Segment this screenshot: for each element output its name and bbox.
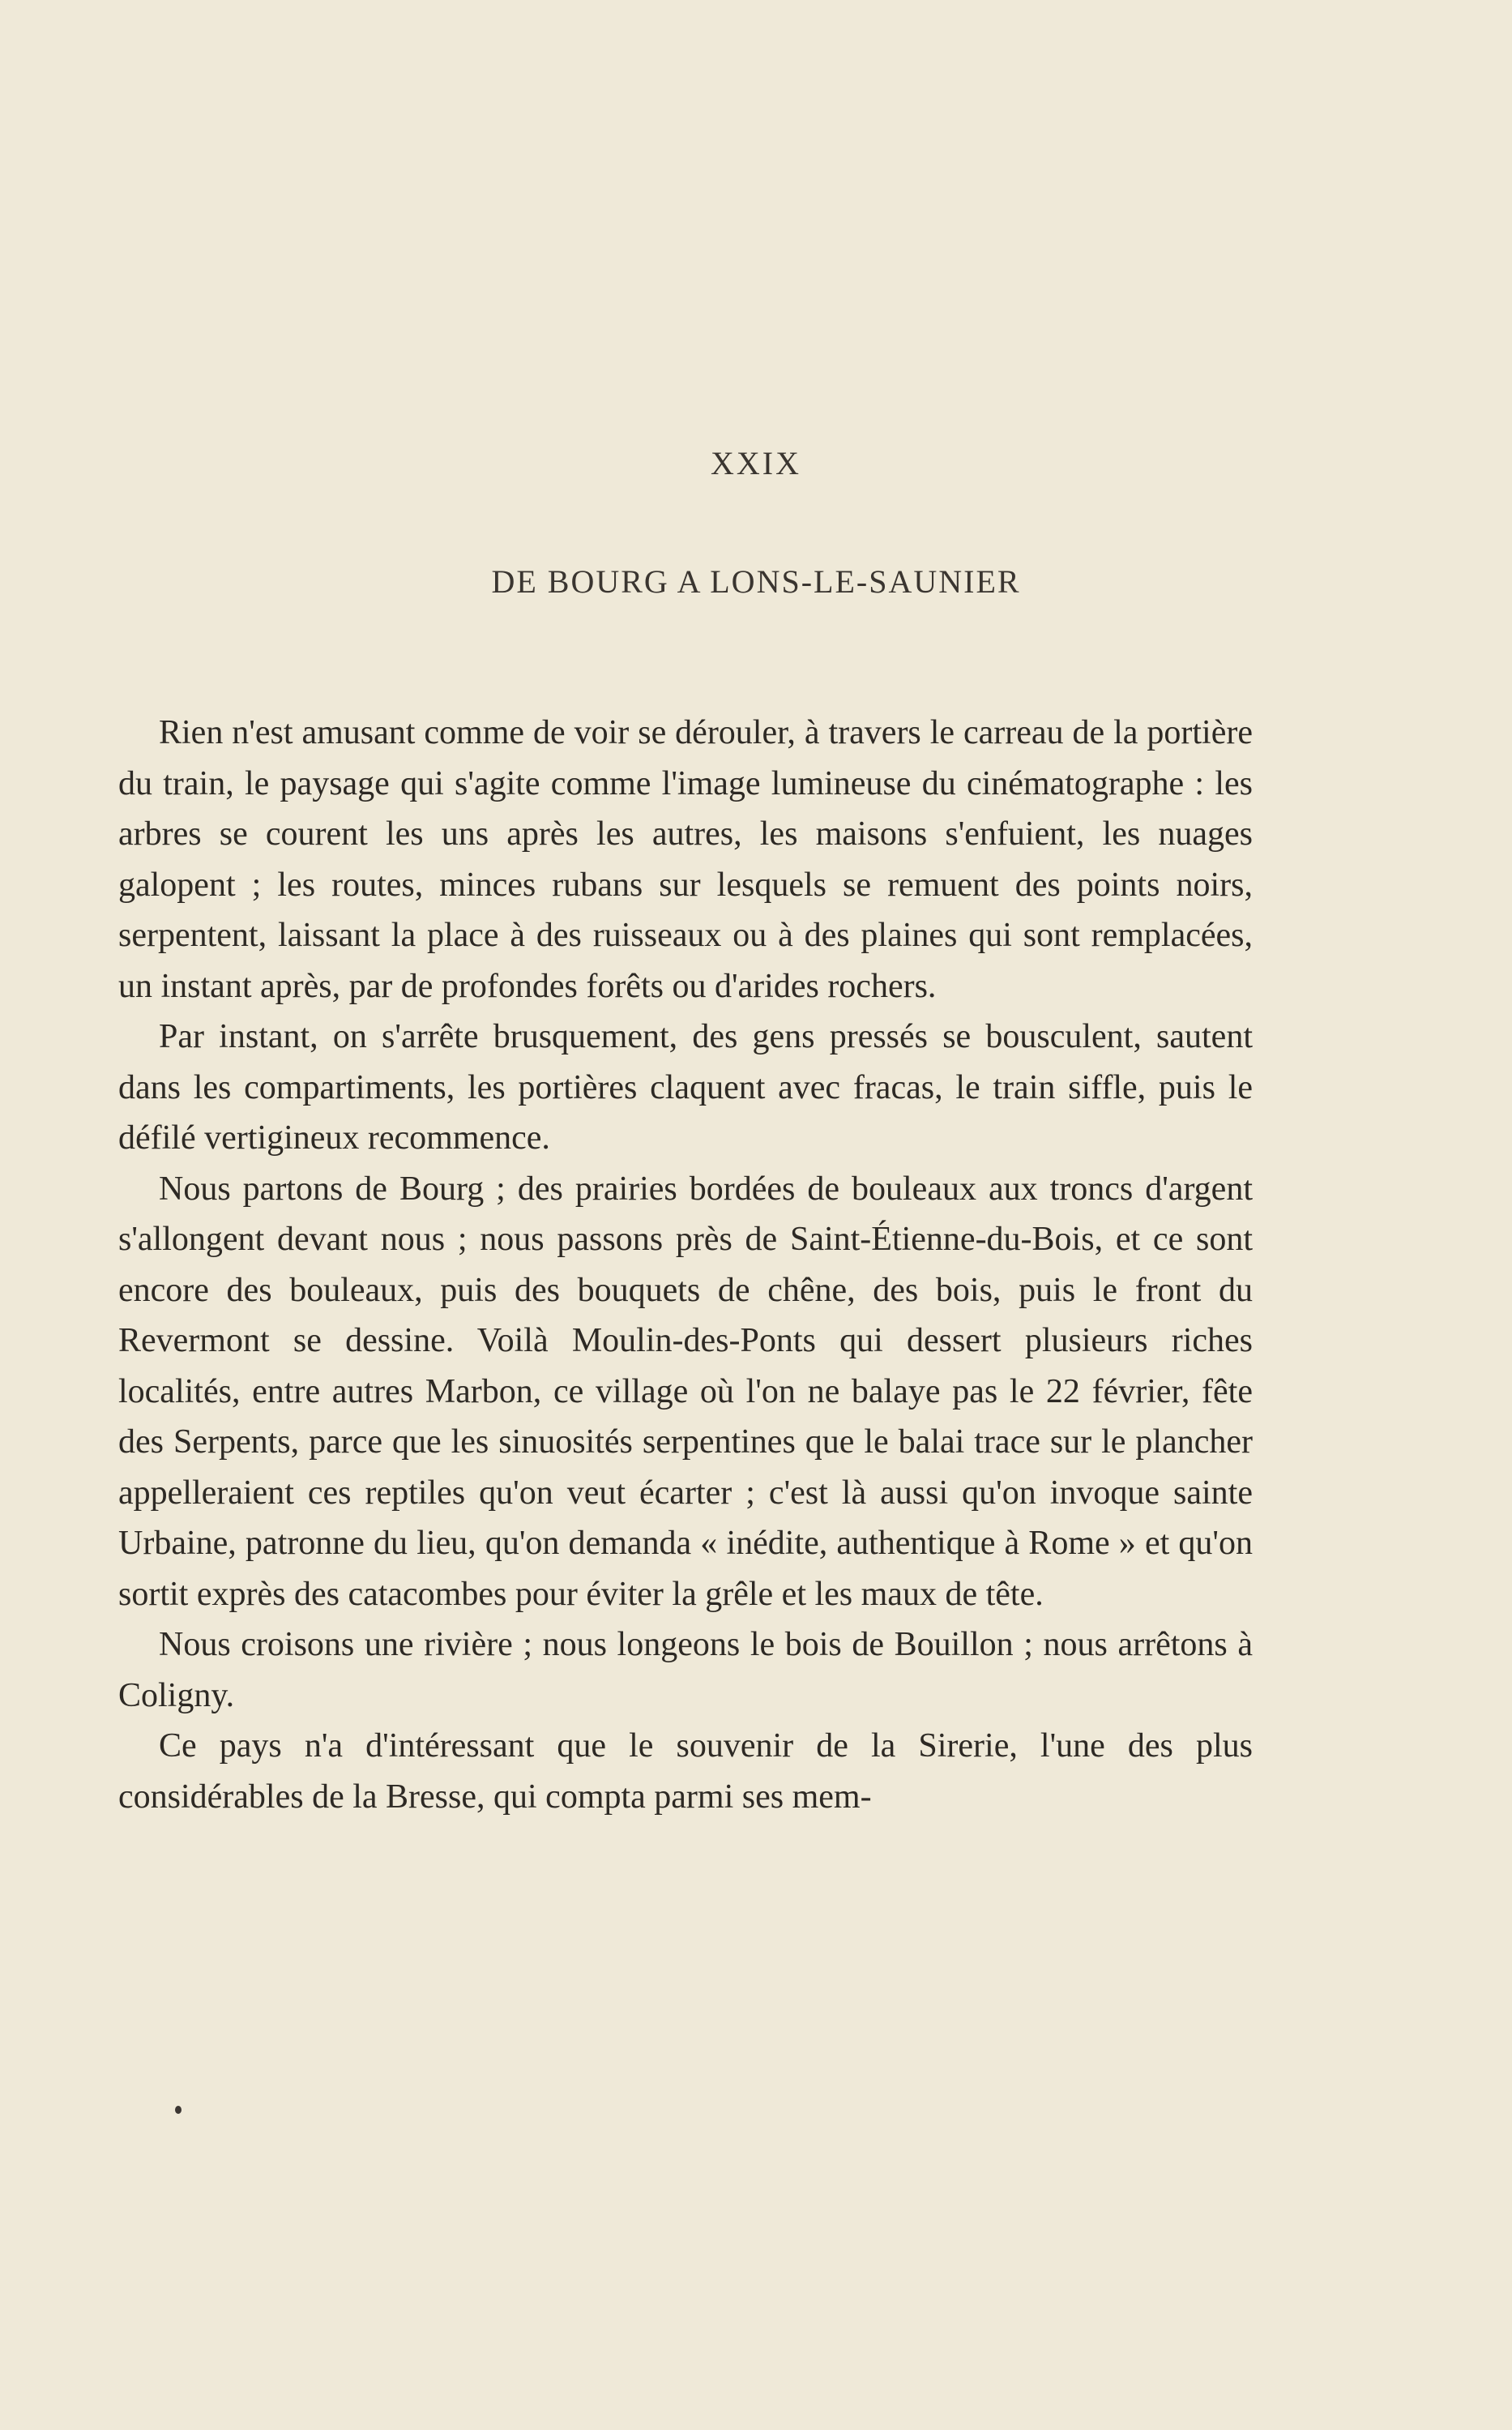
chapter-title: DE BOURG A LONS-LE-SAUNIER [491, 563, 1021, 600]
ink-speck [175, 2106, 182, 2114]
body-text [118, 708, 1253, 1822]
paragraph: Nous croisons une rivière ; nous longeons le bois de Bouillon ; nous arrêtons à Coligny. [118, 1626, 1253, 1714]
paragraph: Rien n'est amusant comme de voir se dérouler, à travers le carreau de la portière du train, le paysage qui s'agite comme l'image lumineuse du cinématographe : les arbres se courent les uns après les autres, les maisons s'enfuient, les nuages galopent ; les routes, minces rubans sur lesquels se remuent des points noirs, serpentent, laissant la place à des ruisseaux ou à des plaines qui sont remplacées, un instant après, par de profondes forêts ou d'arides rochers. [118, 714, 1253, 1005]
paragraph: Nous partons de Bourg ; des prairies bordées de bouleaux aux troncs d'argent s'allongent devant nous ; nous passons près de Saint-Étienne-du-Bois, et ce sont encore des bouleaux, puis des bouquets de chêne, des bois, puis le front du Revermont se dessine. Voilà Moulin-des-Ponts qui dessert plusieurs riches localités, entre autres Marbon, ce village où l'on ne balaye pas le 22 février, fête des Serpents, parce que les sinuosités serpentines que le balai trace sur le plancher appelleraient ces reptiles qu'on veut écarter ; c'est là aussi qu'on invoque sainte Urbaine, patronne du lieu, qu'on demanda « inédite, authentique à Rome » et qu'on sortit exprès des catacombes pour éviter la grêle et les maux de tête. [118, 1170, 1253, 1613]
chapter-number: XXIX [711, 445, 801, 481]
paragraph: Par instant, on s'arrête brusquement, des gens pressés se bousculent, sautent dans les compartiments, les portières claquent avec fracas, le train siffle, puis le défilé vertigineux recommence. [118, 1018, 1253, 1157]
paragraph: Ce pays n'a d'intéressant que le souvenir de la Sirerie, l'une des plus considérables de la Bresse, qui compta parmi ses mem- [118, 1727, 1253, 1816]
